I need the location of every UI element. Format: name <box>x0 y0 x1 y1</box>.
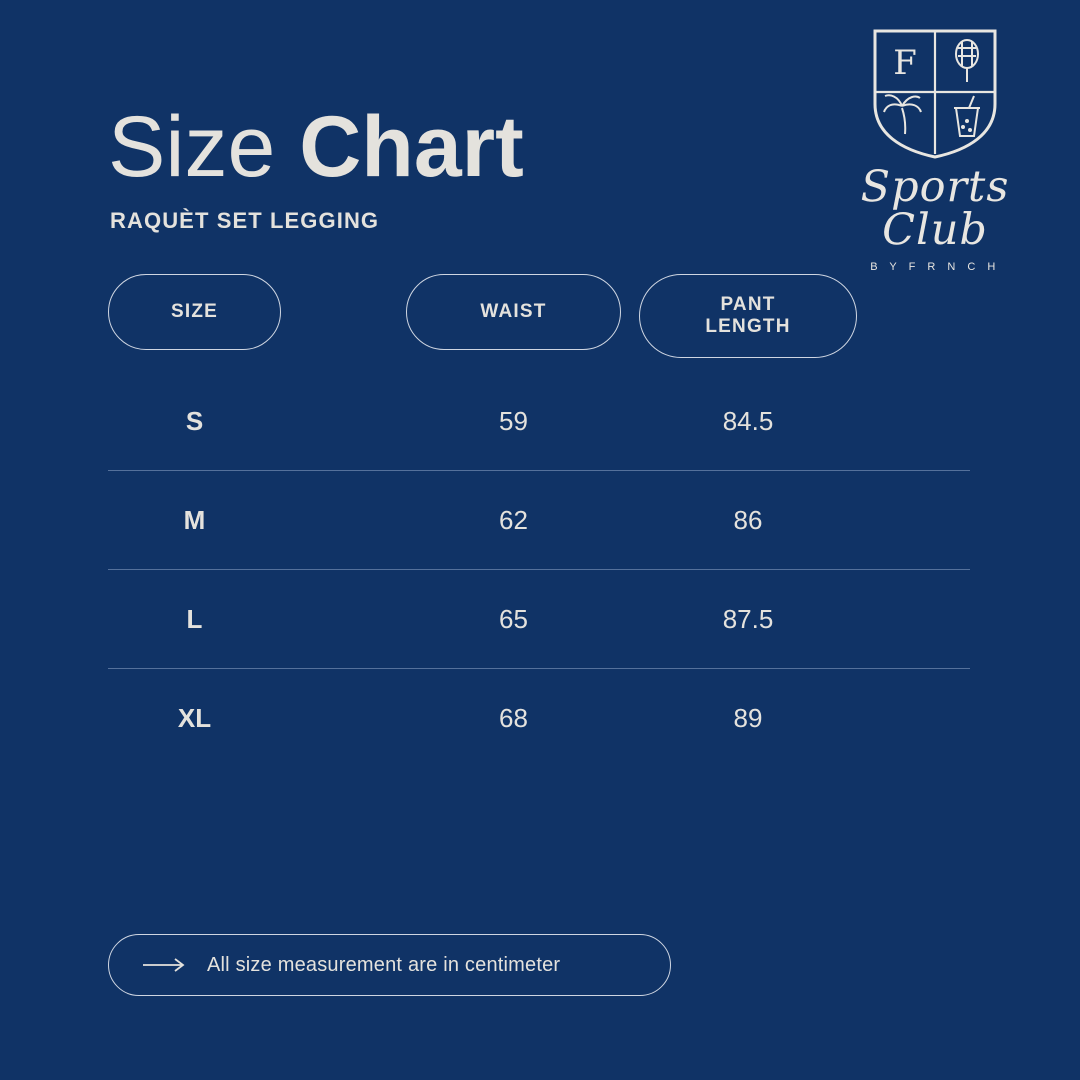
cell-length: 87.5 <box>722 603 774 634</box>
cell-waist: 62 <box>499 504 528 535</box>
table-row <box>108 668 970 767</box>
table-header <box>108 274 978 358</box>
brand-logo <box>820 26 1050 273</box>
column-header-size: SIZE <box>108 274 281 350</box>
table-row <box>108 470 970 569</box>
page-subtitle: RAQUÈT SET LEGGING <box>110 208 380 233</box>
page-title-light: Size <box>108 99 276 195</box>
cell-waist: 65 <box>499 603 528 634</box>
column-header-waist: WAIST <box>406 274 621 350</box>
cell-size: L <box>186 603 203 634</box>
brand-sub-name: B Y F R N C H <box>870 261 1000 273</box>
cell-length: 86 <box>733 504 763 535</box>
brand-script-name: Sports Club <box>860 162 1010 255</box>
cell-length: 89 <box>733 702 763 733</box>
cell-size: M <box>183 504 206 535</box>
measurement-note <box>108 934 671 996</box>
cell-waist: 59 <box>499 405 528 436</box>
column-header-pant-length-line2: LENGTH <box>705 316 791 337</box>
arrow-right-icon <box>143 957 187 973</box>
table-row <box>108 372 970 470</box>
page-title <box>108 99 524 195</box>
cell-size: XL <box>177 702 212 733</box>
cell-size: S <box>185 405 204 436</box>
column-header-pant-length <box>639 274 857 358</box>
measurement-note-text: All size measurement are in centimeter <box>207 953 561 976</box>
cell-length: 84.5 <box>722 405 774 436</box>
table-row <box>108 569 970 668</box>
size-table <box>108 372 970 767</box>
page-title-bold: Chart <box>299 99 524 195</box>
column-header-pant-length-line1: PANT <box>720 294 776 316</box>
svg-text:F: F <box>893 43 917 83</box>
cell-waist: 68 <box>499 702 528 733</box>
crest-icon <box>870 26 1000 162</box>
